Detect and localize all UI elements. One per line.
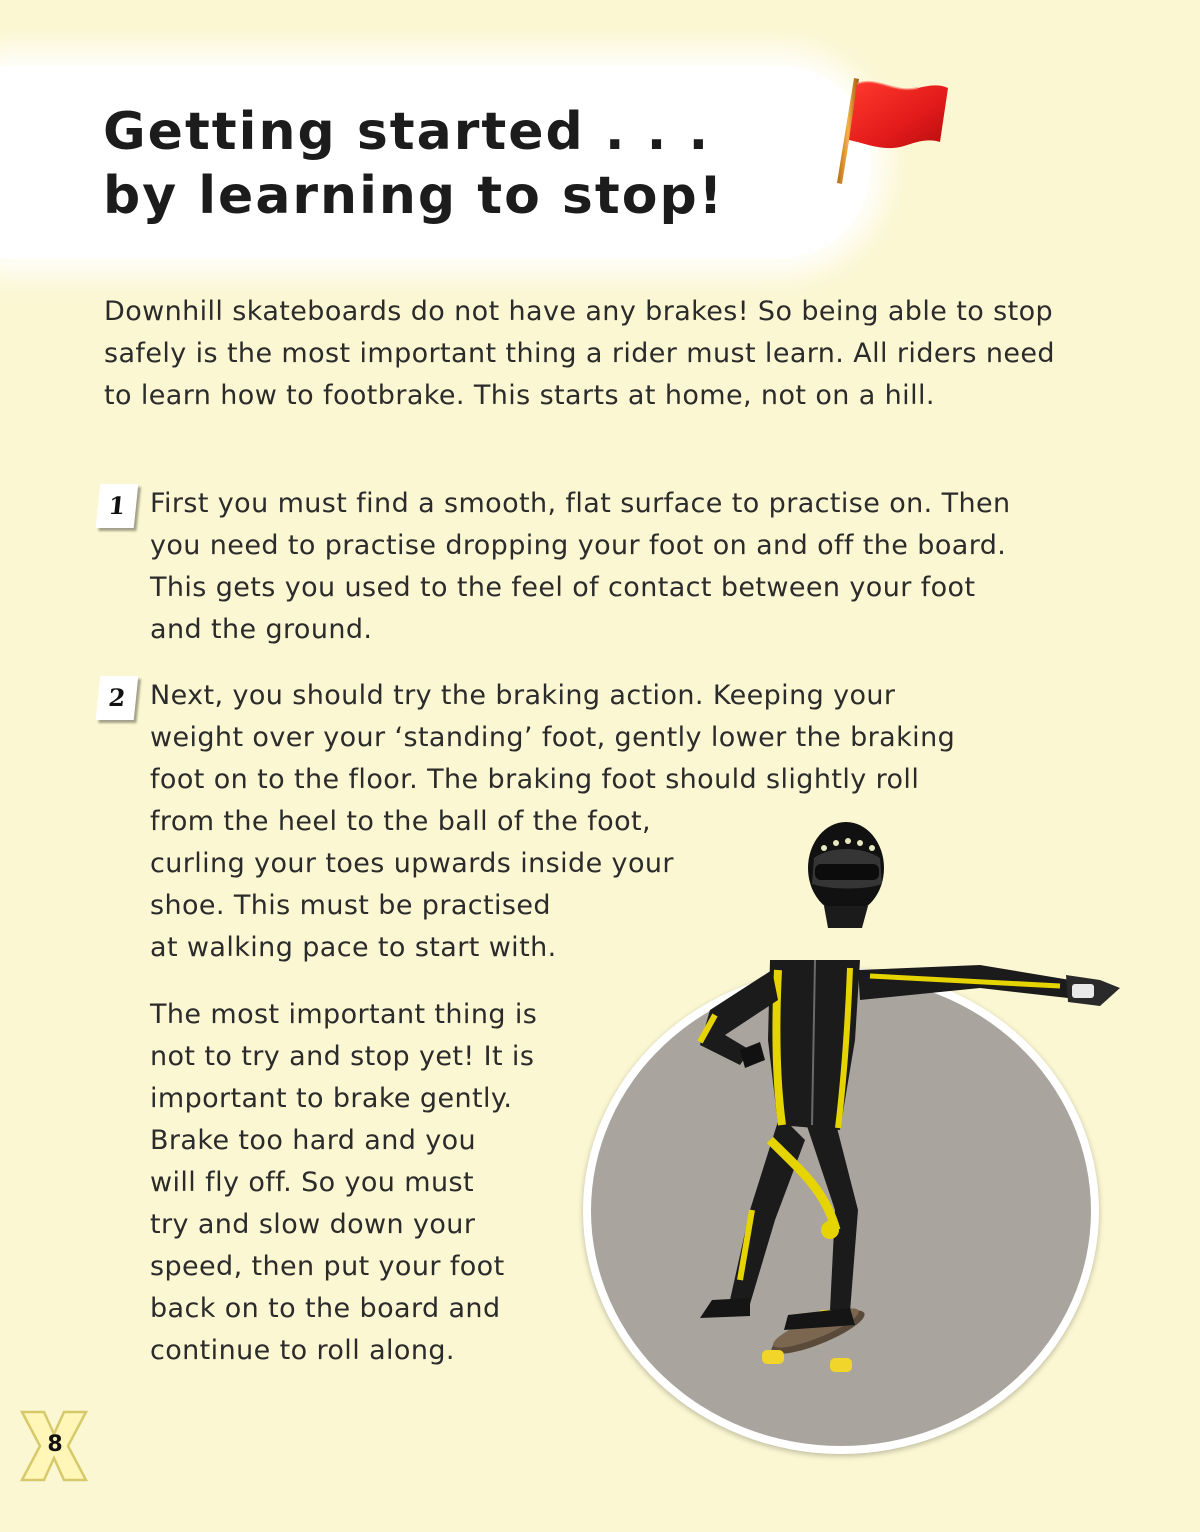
step-2-line: foot on to the floor. The braking foot should slightly roll — [150, 764, 920, 795]
page-number: 8 — [47, 1432, 63, 1457]
advice-paragraph — [150, 994, 590, 1372]
step-2-marker: 2 — [96, 676, 139, 720]
advice-line: try and slow down your — [150, 1209, 476, 1240]
step-2-line: weight over your ‘standing’ foot, gently lower the braking — [150, 722, 956, 753]
red-flag-icon — [832, 72, 952, 188]
advice-line: back on to the board and — [150, 1293, 501, 1324]
step-1-text: First you must find a smooth, flat surface to practise on. Then you need to practise dropping your foot on and off the board. This gets you used to the feel of contact between your foot and the ground. — [150, 488, 1011, 645]
advice-line: will fly off. So you must — [150, 1167, 474, 1198]
advice-line: continue to roll along. — [150, 1335, 455, 1366]
page-title — [103, 100, 863, 228]
title-line-2: by learning to stop! — [103, 166, 725, 226]
advice-line: important to brake gently. — [150, 1083, 513, 1114]
rider-helmet — [808, 822, 884, 928]
step-2-line: curling your toes upwards inside your — [150, 848, 674, 879]
rider-arms — [700, 965, 1120, 1068]
step-2-line: Next, you should try the braking action. Keeping your — [150, 680, 896, 711]
intro-paragraph: Downhill skateboards do not have any brakes! So being able to stop safely is the most important thing a rider must learn. All riders need to learn how to footbrake. This starts at home, not on a hill. — [104, 296, 1055, 411]
title-line-1: Getting started . . . — [103, 102, 711, 162]
rider-legs — [700, 1115, 858, 1330]
skateboarder-photo — [600, 810, 1140, 1430]
advice-line: speed, then put your foot — [150, 1251, 505, 1282]
advice-line: The most important thing is — [150, 999, 538, 1030]
rider-torso — [768, 960, 860, 1130]
step-2-line: from the heel to the ball of the foot, — [150, 806, 651, 837]
advice-line: not to try and stop yet! It is — [150, 1041, 535, 1072]
step-1-marker: 1 — [96, 484, 139, 528]
step-1 — [150, 483, 1030, 651]
advice-line: Brake too hard and you — [150, 1125, 477, 1156]
step-2-line: at walking pace to start with. — [150, 932, 557, 963]
step-2-line: shoe. This must be practised — [150, 890, 551, 921]
